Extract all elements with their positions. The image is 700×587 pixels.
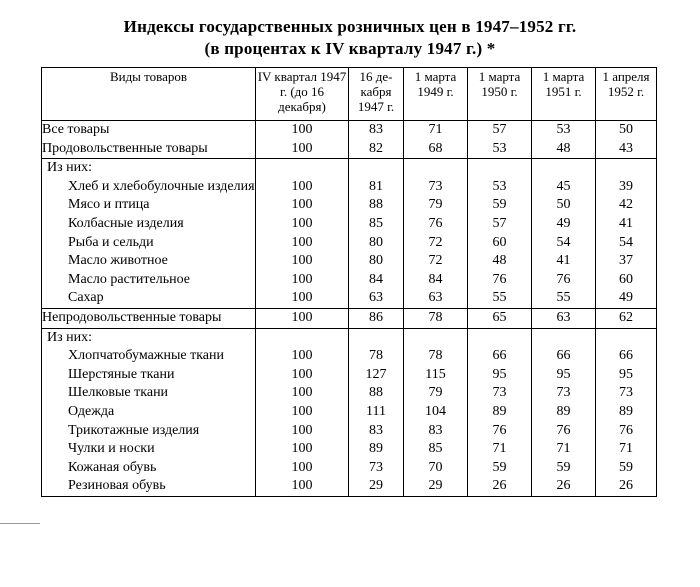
cell-value: 65: [468, 308, 532, 328]
cell-value: 85: [349, 215, 404, 234]
row-label: [42, 234, 256, 253]
cell-value: 63: [349, 289, 404, 308]
cell-value: 100: [256, 252, 349, 271]
row-name: Колбасные изделия: [68, 215, 184, 231]
cell-value: 62: [596, 308, 657, 328]
cell-value: 68: [404, 140, 468, 159]
cell-value: 81: [349, 159, 404, 197]
cell-value: 57: [468, 215, 532, 234]
cell-value: 72: [404, 234, 468, 253]
cell-value: 95: [596, 366, 657, 385]
row-label: [42, 252, 256, 271]
cell-value: 104: [404, 403, 468, 422]
cell-value: 83: [349, 121, 404, 140]
table-row: [42, 384, 657, 403]
cell-value: 66: [596, 328, 657, 366]
cell-value: 100: [256, 366, 349, 385]
cell-value: 100: [256, 121, 349, 140]
cell-value: 29: [349, 477, 404, 496]
column-header-mar-1950: 1 марта 1950 г.: [468, 68, 532, 121]
table-row: [42, 308, 657, 328]
row-label: [42, 121, 256, 140]
row-name: Резиновая обувь: [68, 478, 166, 494]
cell-value: 71: [596, 440, 657, 459]
cell-value: 79: [404, 196, 468, 215]
cell-value: 45: [532, 159, 596, 197]
table-row: [42, 271, 657, 290]
cell-value: 55: [532, 289, 596, 308]
cell-value: 50: [596, 121, 657, 140]
cell-value: 95: [468, 366, 532, 385]
cell-value: 88: [349, 384, 404, 403]
row-name: Непродовольственные товары: [42, 309, 222, 325]
cell-value: 26: [468, 477, 532, 496]
cell-value: 100: [256, 477, 349, 496]
table-row: [42, 215, 657, 234]
row-label: [42, 308, 256, 328]
cell-value: 54: [532, 234, 596, 253]
cell-value: 100: [256, 196, 349, 215]
cell-value: 63: [532, 308, 596, 328]
cell-value: 100: [256, 422, 349, 441]
row-label: [42, 196, 256, 215]
cell-value: 115: [404, 366, 468, 385]
cell-value: 49: [532, 215, 596, 234]
table-row: [42, 422, 657, 441]
table-row: [42, 234, 657, 253]
cell-value: 76: [596, 422, 657, 441]
row-label: [42, 403, 256, 422]
row-label: [42, 459, 256, 478]
cell-value: 76: [532, 271, 596, 290]
cell-value: 100: [256, 459, 349, 478]
cell-value: 71: [468, 440, 532, 459]
cell-value: 39: [596, 159, 657, 197]
document-title: [0, 16, 700, 60]
cell-value: 88: [349, 196, 404, 215]
cell-value: 71: [532, 440, 596, 459]
cell-value: 100: [256, 234, 349, 253]
cell-value: 29: [404, 477, 468, 496]
row-label: [42, 215, 256, 234]
cell-value: 100: [256, 440, 349, 459]
cell-value: 73: [532, 384, 596, 403]
row-name: Чулки и носки: [68, 441, 155, 457]
cell-value: 60: [468, 234, 532, 253]
cell-value: 80: [349, 234, 404, 253]
cell-value: 76: [468, 271, 532, 290]
table-row: [42, 140, 657, 159]
cell-value: 100: [256, 271, 349, 290]
cell-value: 76: [404, 215, 468, 234]
cell-value: 84: [349, 271, 404, 290]
table-header-row: [42, 68, 657, 121]
column-header-apr-1952: 1 апреля 1952 г.: [596, 68, 657, 121]
cell-value: 66: [468, 328, 532, 366]
cell-value: 59: [468, 459, 532, 478]
cell-value: 60: [596, 271, 657, 290]
table-row: [42, 328, 657, 366]
cell-value: 76: [468, 422, 532, 441]
row-name: Все товары: [42, 122, 110, 137]
cell-value: 78: [349, 328, 404, 366]
column-header-q4-1947: IV квартал 1947 г. (до 16 декабря): [256, 68, 349, 121]
cell-value: 89: [532, 403, 596, 422]
row-label: [42, 366, 256, 385]
column-header-mar-1949: 1 марта 1949 г.: [404, 68, 468, 121]
row-label: [42, 328, 256, 366]
cell-value: 89: [349, 440, 404, 459]
title-line-2: (в процентах к IV кварталу 1947 г.) *: [204, 39, 496, 58]
cell-value: 70: [404, 459, 468, 478]
row-label: [42, 271, 256, 290]
cell-value: 100: [256, 403, 349, 422]
table-row: [42, 159, 657, 197]
cell-value: 73: [349, 459, 404, 478]
cell-value: 59: [596, 459, 657, 478]
row-name: Продовольственные товары: [42, 140, 208, 156]
row-name: Хлопчатобумажные ткани: [68, 348, 224, 364]
cell-value: 95: [532, 366, 596, 385]
row-name: Масло животное: [68, 253, 168, 269]
table-row: [42, 252, 657, 271]
cell-value: 100: [256, 159, 349, 197]
cell-value: 100: [256, 308, 349, 328]
row-name: Кожаная обувь: [68, 459, 157, 475]
cell-value: 82: [349, 140, 404, 159]
cell-value: 73: [468, 384, 532, 403]
cell-value: 63: [404, 289, 468, 308]
cell-value: 89: [596, 403, 657, 422]
cell-value: 50: [532, 196, 596, 215]
cell-value: 79: [404, 384, 468, 403]
row-name: Мясо и птица: [68, 197, 150, 213]
cell-value: 100: [256, 215, 349, 234]
row-label: [42, 140, 256, 159]
row-label: [42, 422, 256, 441]
cell-value: 59: [532, 459, 596, 478]
cell-value: 26: [532, 477, 596, 496]
cell-value: 54: [596, 234, 657, 253]
row-name: Шерстяные ткани: [68, 366, 175, 382]
row-label: [42, 289, 256, 308]
cell-value: 83: [404, 422, 468, 441]
cell-value: 53: [468, 159, 532, 197]
cell-value: 80: [349, 252, 404, 271]
table-row: [42, 403, 657, 422]
cell-value: 49: [596, 289, 657, 308]
table-row: [42, 121, 657, 140]
cell-value: 86: [349, 308, 404, 328]
cell-value: 100: [256, 140, 349, 159]
group-header: Из них:: [47, 329, 93, 345]
row-label: [42, 440, 256, 459]
cell-value: 111: [349, 403, 404, 422]
cell-value: 85: [404, 440, 468, 459]
cell-value: 73: [596, 384, 657, 403]
cell-value: 41: [596, 215, 657, 234]
cell-value: 76: [532, 422, 596, 441]
column-header-mar-1951: 1 марта 1951 г.: [532, 68, 596, 121]
table-row: [42, 459, 657, 478]
price-index-table: [41, 67, 657, 497]
row-name: Масло растительное: [68, 271, 190, 287]
cell-value: 78: [404, 328, 468, 366]
cell-value: 100: [256, 289, 349, 308]
row-label: [42, 477, 256, 496]
cell-value: 53: [468, 140, 532, 159]
cell-value: 57: [468, 121, 532, 140]
row-name: Сахар: [68, 290, 104, 306]
table-row: [42, 196, 657, 215]
cell-value: 55: [468, 289, 532, 308]
cell-value: 48: [532, 140, 596, 159]
cell-value: 83: [349, 422, 404, 441]
cell-value: 37: [596, 252, 657, 271]
row-label: [42, 384, 256, 403]
cell-value: 89: [468, 403, 532, 422]
table-row: [42, 366, 657, 385]
group-header: Из них:: [47, 160, 93, 176]
table-row: [42, 440, 657, 459]
column-header-goods: Виды товаров: [42, 68, 256, 121]
row-name: Рыба и сельди: [68, 234, 154, 250]
cell-value: 26: [596, 477, 657, 496]
cell-value: 71: [404, 121, 468, 140]
table-row: [42, 477, 657, 496]
cell-value: 127: [349, 366, 404, 385]
cell-value: 100: [256, 384, 349, 403]
cell-value: 43: [596, 140, 657, 159]
cell-value: 41: [532, 252, 596, 271]
cell-value: 78: [404, 308, 468, 328]
footnote-rule: [0, 523, 40, 524]
cell-value: 48: [468, 252, 532, 271]
cell-value: 59: [468, 196, 532, 215]
cell-value: 73: [404, 159, 468, 197]
row-name: Одежда: [68, 403, 115, 419]
cell-value: 72: [404, 252, 468, 271]
cell-value: 100: [256, 328, 349, 366]
row-name: Хлеб и хлебобулочные изделия: [68, 178, 255, 194]
column-header-dec-1947: 16 де-кабря 1947 г.: [349, 68, 404, 121]
title-line-1: Индексы государственных розничных цен в 1947–1952 гг.: [123, 17, 577, 36]
cell-value: 66: [532, 328, 596, 366]
row-name: Шелковые ткани: [68, 385, 169, 401]
cell-value: 84: [404, 271, 468, 290]
cell-value: 42: [596, 196, 657, 215]
row-name: Трикотажные изделия: [68, 422, 200, 438]
table-row: [42, 289, 657, 308]
cell-value: 53: [532, 121, 596, 140]
row-label: [42, 159, 256, 197]
